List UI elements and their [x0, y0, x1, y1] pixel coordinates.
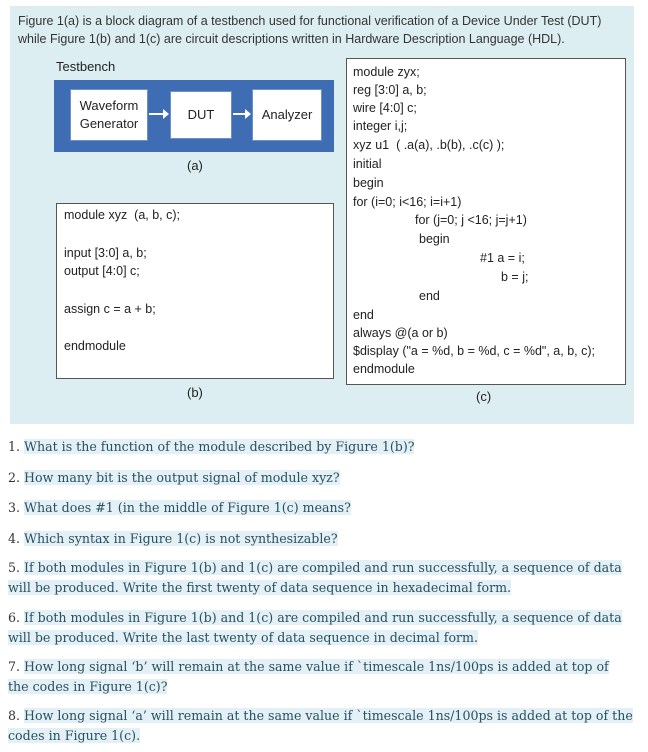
code-line: end	[419, 289, 440, 303]
waveform-generator-block	[70, 89, 148, 141]
code-line: wire [4:0] c;	[353, 101, 417, 115]
question-text: If both modules in Figure 1(b) and 1(c) are compiled and run successfully, a sequence of data	[24, 610, 622, 625]
caption-a: (a)	[187, 158, 203, 173]
question-text: Which syntax in Figure 1(c) is not synthesizable?	[24, 531, 338, 546]
code-line: for (j=0; j <16; j=j+1)	[415, 213, 527, 227]
question-text: will be produced. Write the last twenty of data sequence in decimal form.	[8, 629, 478, 645]
question-text: How long signal ‘a’ will remain at the same value if `timescale 1ns/100ps is added at top of the	[24, 708, 633, 723]
question-4: 4. Which syntax in Figure 1(c) is not synthesizable?	[8, 531, 338, 546]
code-line: xyz u1 ( .a(a), .b(b), .c(c) );	[353, 138, 505, 152]
code-line: end	[353, 308, 374, 322]
caption-c: (c)	[476, 389, 492, 404]
code-line: integer i,j;	[353, 119, 408, 133]
code-line: $display ("a = %d, b = %d, c = %d", a, b, c);	[353, 344, 595, 358]
question-text: What does #1 (in the middle of Figure 1(c) means?	[24, 500, 351, 515]
code-line: begin	[419, 232, 450, 246]
code-line: for (i=0; i<16; i=i+1)	[353, 195, 462, 209]
question-7: 7. How long signal ‘b’ will remain at the same value if `timescale 1ns/100ps is added at top of the codes in Figure 1(c)?	[8, 659, 609, 694]
code-line: input [3:0] a, b;	[64, 246, 147, 260]
dut-block: DUT	[170, 91, 232, 139]
code-line: initial	[353, 157, 382, 171]
waveform-label-line2: Generator	[79, 116, 139, 131]
code-line: endmodule	[353, 362, 415, 376]
waveform-label-line1: Waveform	[79, 98, 139, 113]
question-text: If both modules in Figure 1(b) and 1(c) are compiled and run successfully, a sequence of data	[24, 560, 622, 575]
code-line: always @(a or b)	[353, 326, 448, 340]
code-box-c	[346, 58, 626, 385]
code-line: assign c = a + b;	[64, 302, 156, 316]
question-2: 2. How many bit is the output signal of module xyz?	[8, 470, 340, 485]
question-6: 6. If both modules in Figure 1(b) and 1(c) are compiled and run successfully, a sequence of data will be produced. Write the last twenty of data sequence in decimal form.	[8, 610, 622, 645]
arrow-right-icon	[149, 113, 164, 115]
arrow-right-icon	[233, 113, 246, 115]
code-box-b	[56, 203, 334, 379]
question-text: the codes in Figure 1(c)?	[8, 678, 168, 694]
analyzer-block: Analyzer	[252, 89, 322, 141]
question-1: 1. What is the function of the module described by Figure 1(b)?	[8, 439, 415, 454]
code-line: b = j;	[501, 270, 529, 284]
question-text: codes in Figure 1(c).	[8, 727, 141, 743]
code-line: module xyz (a, b, c);	[64, 208, 181, 222]
code-line: reg [3:0] a, b;	[353, 83, 427, 97]
question-text: will be produced. Write the first twenty of data sequence in hexadecimal form.	[8, 579, 512, 595]
code-line: #1 a = i;	[480, 251, 525, 265]
question-5: 5. If both modules in Figure 1(b) and 1(c) are compiled and run successfully, a sequence of data will be produced. Write the first twenty of data sequence in hexadecimal form.	[8, 560, 622, 595]
code-line: output [4:0] c;	[64, 264, 140, 278]
caption-b: (b)	[187, 385, 203, 400]
question-text: How many bit is the output signal of module xyz?	[24, 470, 340, 485]
testbench-label: Testbench	[56, 59, 116, 74]
code-line: endmodule	[64, 339, 126, 353]
question-3: 3. What does #1 (in the middle of Figure 1(c) means?	[8, 500, 351, 515]
question-text: How long signal ‘b’ will remain at the same value if `timescale 1ns/100ps is added at top of	[24, 659, 609, 674]
code-line: module zyx;	[353, 65, 420, 79]
question-8: 8. How long signal ‘a’ will remain at the same value if `timescale 1ns/100ps is added at top of the codes in Figure 1(c).	[8, 708, 633, 743]
code-line: begin	[353, 176, 384, 190]
intro-text: Figure 1(a) is a block diagram of a testbench used for functional verification of a Device Under Test (DUT) while Figure 1(b) and 1(c) are circuit descriptions written in Hardware Description Language (HDL).	[18, 14, 602, 46]
question-text: What is the function of the module described by Figure 1(b)?	[24, 439, 415, 454]
